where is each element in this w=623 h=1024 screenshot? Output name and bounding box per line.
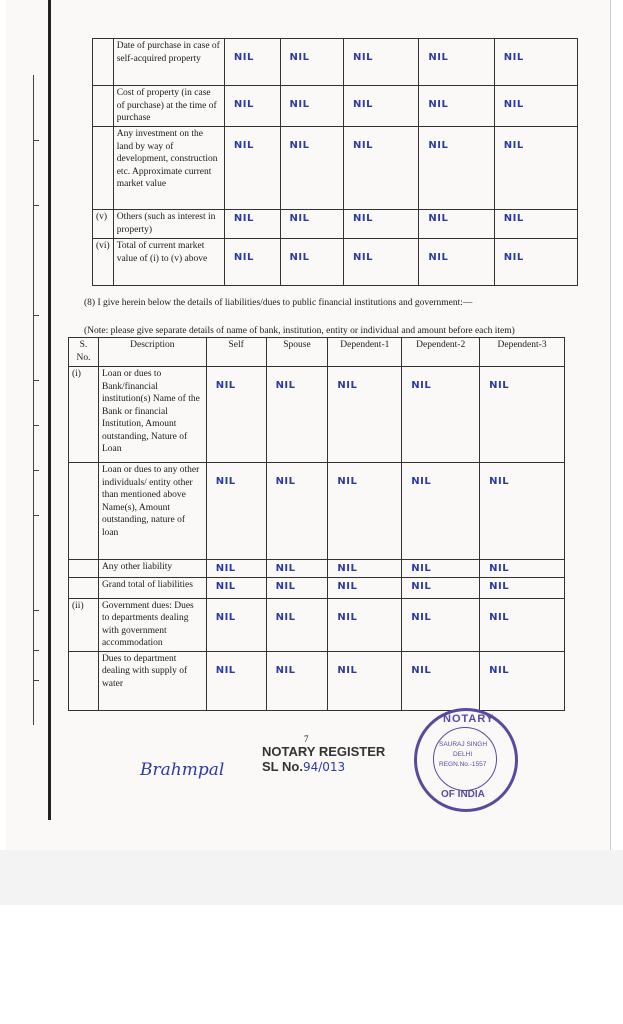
table-row (93, 127, 578, 210)
table-row (93, 86, 578, 127)
value-cell (402, 463, 480, 560)
margin-tick (33, 315, 39, 316)
page-number: 7 (304, 734, 309, 744)
value-cell (328, 560, 402, 578)
value-cell (206, 463, 266, 560)
handwritten-value: NIL (489, 611, 510, 623)
handwritten-value: NIL (337, 611, 358, 623)
handwritten-value: NIL (353, 213, 374, 224)
row-description: Any investment on the land by way of development, construction etc. Approximate current market value (113, 127, 224, 210)
value-cell (480, 598, 565, 651)
row-description: Any other liability (98, 560, 206, 578)
value-cell (328, 598, 402, 651)
table-row (93, 239, 578, 286)
handwritten-value: NIL (489, 476, 510, 487)
notary-register-label: NOTARY REGISTER (262, 744, 386, 759)
row-sno: (v) (93, 210, 114, 239)
col-self: Self (206, 338, 266, 367)
margin-tick (33, 650, 39, 651)
value-cell (480, 463, 565, 560)
binding-line (48, 0, 51, 820)
value-cell (480, 560, 565, 578)
row-sno (69, 651, 99, 710)
value-cell (344, 210, 419, 239)
margin-tick (33, 470, 39, 471)
margin-tick (33, 680, 39, 681)
handwritten-value: NIL (428, 52, 449, 63)
table-row (69, 367, 565, 463)
value-cell (224, 210, 280, 239)
seal-top-text: NOTARY (443, 713, 495, 725)
section-8-heading: (8) I give herein below the details of liabilities/dues to public financial institutions and government:— (84, 298, 473, 308)
handwritten-value: NIL (289, 213, 310, 224)
row-description: Dues to department dealing with supply of water (98, 651, 206, 710)
handwritten-value: NIL (233, 99, 254, 110)
handwritten-value: NIL (275, 380, 296, 391)
value-cell (224, 86, 280, 127)
handwritten-value: NIL (275, 611, 296, 623)
row-sno (93, 127, 114, 210)
table-row (69, 463, 565, 560)
handwritten-value: NIL (215, 580, 236, 592)
handwritten-value: NIL (411, 476, 432, 487)
handwritten-value: NIL (489, 664, 510, 676)
value-cell (419, 239, 494, 286)
value-cell (402, 367, 480, 463)
row-description: Date of purchase in case of self-acquired property (113, 39, 224, 86)
value-cell (280, 39, 344, 86)
handwritten-value: NIL (503, 52, 524, 63)
row-sno (69, 463, 99, 560)
value-cell (344, 127, 419, 210)
handwritten-value: NIL (233, 252, 254, 263)
value-cell (280, 127, 344, 210)
table-row (69, 651, 565, 710)
row-description: Grand total of liabilities (98, 577, 206, 598)
value-cell (494, 239, 577, 286)
property-table (92, 38, 578, 286)
handwritten-value: NIL (275, 563, 296, 574)
row-description: Government dues: Dues to departments dealing with government accommodation (98, 598, 206, 651)
handwritten-value: NIL (215, 664, 236, 676)
col-dependent-2: Dependent-2 (402, 338, 480, 367)
handwritten-value: NIL (289, 99, 310, 110)
handwritten-value: NIL (411, 611, 432, 623)
row-sno (69, 577, 99, 598)
seal-regn: REGN.No.-1557 (439, 761, 487, 768)
handwritten-value: NIL (337, 476, 358, 487)
handwritten-value: NIL (503, 213, 524, 224)
handwritten-value: NIL (275, 580, 296, 592)
value-cell (480, 577, 565, 598)
value-cell (419, 86, 494, 127)
handwritten-value: NIL (215, 563, 236, 574)
handwritten-value: NIL (428, 252, 449, 263)
value-cell (206, 560, 266, 578)
handwritten-value: NIL (503, 252, 524, 263)
value-cell (224, 39, 280, 86)
handwritten-value: NIL (489, 580, 510, 592)
handwritten-value: NIL (337, 563, 358, 574)
value-cell (402, 651, 480, 710)
value-cell (328, 367, 402, 463)
value-cell (206, 577, 266, 598)
row-description: Cost of property (in case of purchase) at the time of purchase (113, 86, 224, 127)
sl-no-label: SL No. (262, 759, 303, 774)
handwritten-value: NIL (503, 140, 524, 151)
seal-name: SAURAJ SINGH (439, 741, 488, 748)
handwritten-value: NIL (289, 252, 310, 263)
row-sno: (vi) (93, 239, 114, 286)
value-cell (344, 86, 419, 127)
table-header-row (69, 338, 565, 367)
row-sno (93, 39, 114, 86)
handwritten-value: NIL (233, 140, 254, 151)
handwritten-value: NIL (411, 580, 432, 592)
handwritten-value: NIL (411, 563, 432, 574)
section-8-note: (Note: please give separate details of name of bank, institution, entity or individual and amount before each item) (84, 326, 515, 336)
handwritten-value: NIL (337, 380, 358, 391)
handwritten-value: NIL (215, 611, 236, 623)
value-cell (280, 210, 344, 239)
notary-register-stamp (262, 744, 385, 775)
handwritten-value: NIL (353, 140, 374, 151)
table-row (69, 560, 565, 578)
handwritten-value: NIL (428, 140, 449, 151)
value-cell (280, 239, 344, 286)
margin-tick (33, 380, 39, 381)
handwritten-value: NIL (353, 52, 374, 63)
value-cell (480, 651, 565, 710)
value-cell (224, 239, 280, 286)
liabilities-table (68, 337, 565, 711)
value-cell (206, 598, 266, 651)
value-cell (206, 651, 266, 710)
handwritten-value: NIL (233, 52, 254, 63)
value-cell (266, 598, 328, 651)
row-description: Loan or dues to any other individuals/ entity other than mentioned above Name(s), Amount outstanding, nature of loan (98, 463, 206, 560)
value-cell (266, 560, 328, 578)
value-cell (494, 86, 577, 127)
col-dependent-3: Dependent-3 (480, 338, 565, 367)
value-cell (224, 127, 280, 210)
row-sno: (i) (69, 367, 99, 463)
value-cell (280, 86, 344, 127)
value-cell (206, 367, 266, 463)
value-cell (266, 463, 328, 560)
value-cell (344, 239, 419, 286)
value-cell (402, 598, 480, 651)
col-description: Description (98, 338, 206, 367)
value-cell (480, 367, 565, 463)
value-cell (344, 39, 419, 86)
margin-tick (33, 515, 39, 516)
handwritten-value: NIL (353, 252, 374, 263)
table-row (93, 39, 578, 86)
row-sno (69, 560, 99, 578)
handwritten-value: NIL (353, 99, 374, 110)
seal-bottom-text: OF INDIA (441, 789, 485, 800)
signature: Brahmpal (140, 760, 225, 780)
handwritten-value: NIL (411, 664, 432, 676)
table-row (93, 210, 578, 239)
value-cell (494, 127, 577, 210)
margin-tick (33, 205, 39, 206)
handwritten-value: NIL (489, 563, 510, 574)
table-row (69, 577, 565, 598)
value-cell (419, 210, 494, 239)
value-cell (266, 651, 328, 710)
handwritten-value: NIL (428, 213, 449, 224)
value-cell (494, 210, 577, 239)
row-sno (93, 86, 114, 127)
handwritten-value: NIL (289, 52, 310, 63)
value-cell (494, 39, 577, 86)
row-description: Loan or dues to Bank/financial institution(s) Name of the Bank or financial Institution, Amount outstanding, Nature of Loan (98, 367, 206, 463)
value-cell (402, 560, 480, 578)
margin-tick (33, 425, 39, 426)
row-description: Total of current market value of (i) to (v) above (113, 239, 224, 286)
handwritten-value: NIL (428, 99, 449, 110)
value-cell (328, 577, 402, 598)
value-cell (266, 367, 328, 463)
scan-margin (0, 850, 623, 905)
notary-seal (414, 708, 518, 812)
value-cell (419, 39, 494, 86)
handwritten-value: NIL (411, 380, 432, 391)
value-cell (328, 463, 402, 560)
margin-tick (33, 140, 39, 141)
value-cell (266, 577, 328, 598)
row-description: Others (such as interest in property) (113, 210, 224, 239)
handwritten-value: NIL (489, 380, 510, 391)
handwritten-value: NIL (337, 664, 358, 676)
handwritten-value: NIL (215, 476, 236, 487)
handwritten-value: NIL (503, 99, 524, 110)
table-row (69, 598, 565, 651)
value-cell (402, 577, 480, 598)
margin-rule (33, 75, 34, 725)
handwritten-value: NIL (289, 140, 310, 151)
sl-no-value: 94/013 (302, 760, 346, 774)
handwritten-value: NIL (233, 213, 254, 224)
handwritten-value: NIL (275, 476, 296, 487)
col-spouse: Spouse (266, 338, 328, 367)
row-sno: (ii) (69, 598, 99, 651)
col-dependent-1: Dependent-1 (328, 338, 402, 367)
handwritten-value: NIL (215, 380, 236, 391)
handwritten-value: NIL (275, 664, 296, 676)
seal-city: DELHI (453, 751, 473, 758)
value-cell (419, 127, 494, 210)
col-sno: S. No. (69, 338, 99, 367)
handwritten-value: NIL (337, 580, 358, 592)
value-cell (328, 651, 402, 710)
margin-tick (33, 610, 39, 611)
